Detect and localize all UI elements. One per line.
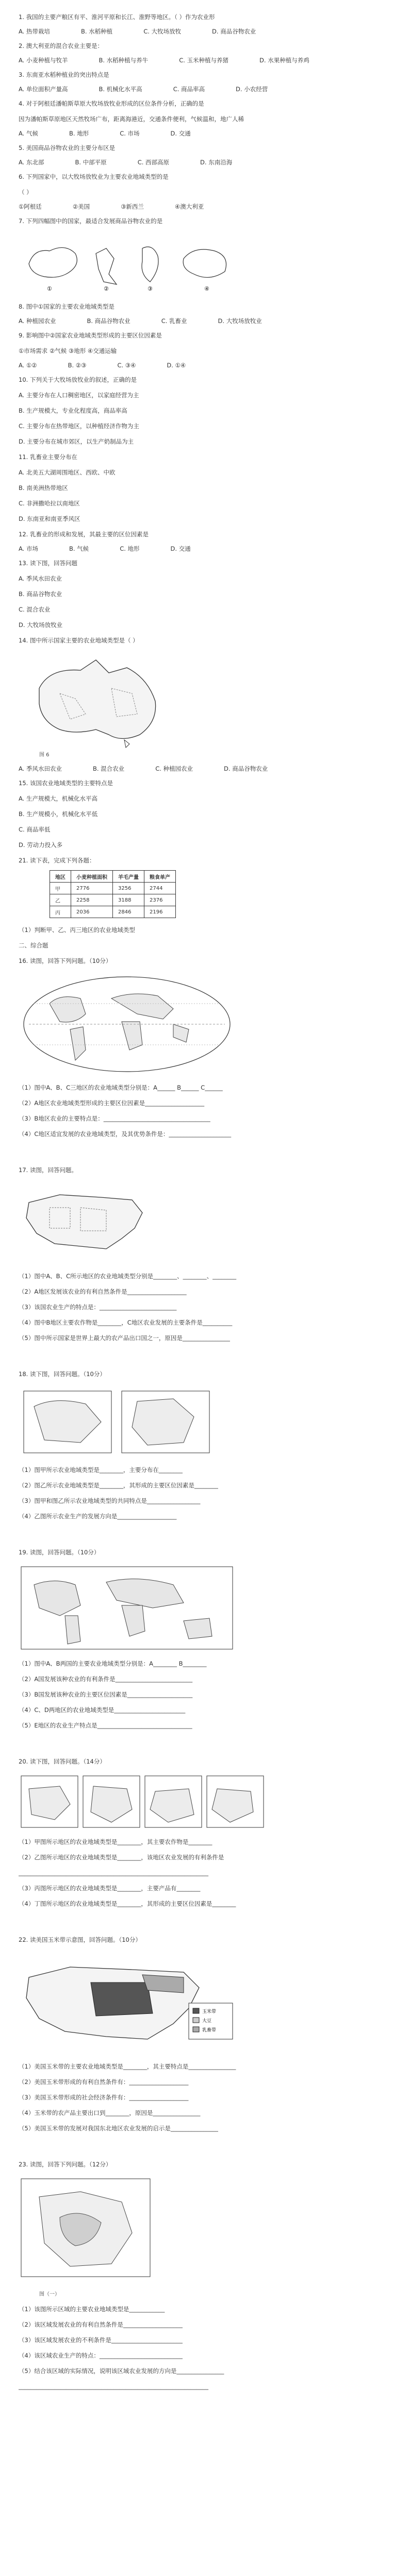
q19-line-3: （3）B国发展该种农业的主要区位因素是______________________ [19,1691,193,1698]
q10-option-b: B. 生产规模大，专业化程度高，商品率高 [19,407,127,414]
q6-line2: （ ） [19,189,32,196]
q13-option-c: C. 混合农业 [19,606,51,613]
q1-options [19,25,390,38]
q21-header-cell: 羊毛产量 [113,871,144,883]
q21-stem: 21. 读下表，完成下列各题： [19,857,95,864]
table-cell: 乙 [50,894,71,906]
q14-option-a: A. 季风水田农业 [19,765,62,772]
q12-option-a: A. 市场 [19,545,38,552]
table-cell: 3256 [113,883,144,894]
q23-line-4: （4）该区域农业生产的特点：____________________________ [19,2352,183,2359]
table-cell: 3188 [113,894,144,906]
q6-option-4: ④澳大利亚 [174,203,204,210]
q8-stem: 8. 图中①国家的主要农业地域类型是 [19,303,114,310]
q10-option-d: D. 主要分布在城市郊区，以生产奶制品为主 [19,438,134,445]
q1-option-b: B. 水稻种植 [80,28,113,35]
q9-stem: 9. 影响图中②国家农业地域类型形成的主要区位因素是 [19,332,162,339]
q1-option-c: C. 大牧场放牧 [143,28,182,35]
q12-stem: 12. 乳畜业的形成和发展，其最主要的区位因素是 [19,531,149,538]
q19-figure-world-map [19,1564,390,1652]
q4-option-d: D. 交通 [170,130,191,137]
q14-options [19,762,390,775]
q2-option-d: D. 水果种植与养鸡 [259,57,309,64]
q18-line-3: （3）图甲和图乙所示农业地域类型的共同特点是__________________ [19,1497,201,1504]
table-cell: 2376 [144,894,176,906]
q18-line-2: （2）图乙所示农业地域类型是________，其形成的主要区位因素是________ [19,1482,218,1489]
q17-line-2: （2）A地区发展该农业的有利自然条件是____________________ [19,1288,187,1295]
q5-option-a: A. 东北部 [19,159,44,166]
q23-stem: 23. 读图，回答下列问题。（12分） [19,2161,112,2168]
table-cell: 2258 [71,894,113,906]
q12-options [19,542,390,555]
q5-options [19,156,390,169]
q2-option-b: B. 水稻种植与养牛 [99,57,149,64]
q4-stem: 4. 对于阿根廷潘帕斯草原大牧场放牧业形成的区位条件分析，正确的是 [19,100,204,107]
q11-stem: 11. 乳畜业主要分布在 [19,453,77,461]
q23-line-6: ________________________________________________________________ [19,2383,208,2390]
q9-option-b: B. ②③ [68,362,87,369]
table-cell: 2196 [144,906,176,918]
q22-line-1: （1）美国玉米带的主要农业地域类型是________，其主要特点是________________ [19,2063,236,2070]
q1-option-d: D. 商品谷物农业 [212,28,256,35]
q21-table-header-row [50,871,176,883]
table-cell: 丙 [50,906,71,918]
q21-header-cell: 粮食单产 [144,871,176,883]
q16-line-3: （3）B地区农业的主要特点是：____________________________________ [19,1115,210,1122]
q5-option-c: C. 西部高原 [137,159,170,166]
q8-option-a: A. 种植园农业 [19,317,56,325]
q14-figure-caption: 图 6 [39,752,50,758]
q22-stem: 22. 读美国玉米带示意图，回答问题。（10分） [19,1936,141,1943]
q7-stem: 7. 下列四幅图中的国家，最适合发展商品谷物农业的是 [19,217,163,225]
q7-figure-four-countries [19,233,390,295]
q23-line-2: （2）该区域发展农业的有利自然条件是____________________ [19,2321,183,2328]
q5-option-d: D. 东南沿海 [200,159,233,166]
q3-option-c: C. 商品率高 [173,86,205,93]
q3-stem: 3. 东南亚水稻种植业的突出特点是 [19,71,109,78]
q18-stem: 18. 读下图，回答问题。（10分） [19,1370,106,1378]
table-cell: 2776 [71,883,113,894]
q16-line-1: （1）图中A、B、C三地区的农业地域类型分别是：A______ B______ C______ [19,1084,223,1091]
q15-option-b: B. 生产规模小，机械化水平低 [19,810,98,818]
q6-option-1: ①阿根廷 [19,203,42,210]
q9-option-d: D. ①④ [167,362,186,369]
q7-label-2: ② [104,285,109,292]
q4-options [19,127,390,140]
q2-stem: 2. 澳大利亚的混合农业主要是： [19,42,104,49]
q11-option-a: A. 北美五大湖周围地区、西欧、中欧 [19,469,116,476]
q22-legend-3: 乳畜带 [202,2028,217,2033]
q3-option-b: B. 机械化水平高 [99,86,142,93]
q16-figure-world-map [19,973,390,1076]
q18-figure-two-maps [19,1386,390,1458]
q15-option-d: D. 劳动力投入多 [19,841,63,849]
q19-line-2: （2）A国发展该种农业的有利条件是__________________________ [19,1675,193,1683]
q14-option-c: C. 种植园农业 [155,765,193,772]
q17-stem: 17. 读图，回答问题。 [19,1166,77,1174]
q19-line-1: （1）图中A、B两国的主要农业地域类型分别是：A________ B________ [19,1660,207,1667]
q17-line-1: （1）图中A、B、C所示地区的农业地域类型分别是________、________、________ [19,1273,237,1280]
q8-option-b: B. 商品谷物农业 [87,317,130,325]
table-cell: 甲 [50,883,71,894]
q12-option-b: B. 气候 [69,545,89,552]
table-cell: 2846 [113,906,144,918]
q12-option-d: D. 交通 [170,545,191,552]
q19-line-4: （4）C、D两地区的农业地域类型是________________________ [19,1706,186,1714]
q9-line2: ①市场需求 ②气候 ③地形 ④交通运输 [19,347,117,354]
q21-table [50,870,176,918]
q22-figure-corn-belt-map [19,1952,390,2055]
q22-legend-1: 玉米带 [202,2009,217,2014]
q20-line-3: ________________________________________________________________ [19,1869,208,1876]
q14-option-d: D. 商品谷物农业 [224,765,268,772]
q20-line-1: （1）甲图所示地区的农业地域类型是________，其主要农作物是________ [19,1838,212,1845]
q17-line-3: （3）该国农业生产的特点是：__________________________ [19,1303,177,1311]
q21-header-cell: 小麦种植面积 [71,871,113,883]
q22-line-4: （4）玉米带的农产品主要出口到________，原因是________________ [19,2109,201,2116]
q13-option-d: D. 大牧场放牧业 [19,621,63,629]
q2-option-c: C. 玉米种植与养猪 [179,57,229,64]
q20-figure-four-maps [19,1773,390,1830]
q10-stem: 10. 下列关于大牧场放牧业的叙述，正确的是 [19,376,137,383]
q16-stem: 16. 读图，回答下列问题。（10分） [19,957,112,964]
table-row [50,894,176,906]
q15-option-c: C. 商品率低 [19,826,51,833]
q4-option-a: A. 气候 [19,130,38,137]
q16-line-4: （4）C地区适宜发展的农业地域类型，及其优势条件是：_____________________ [19,1130,232,1138]
q20-stem: 20. 读下图，回答问题。（14分） [19,1758,106,1765]
q11-option-d: D. 东南亚和南亚季风区 [19,515,80,522]
q8-option-c: C. 乳畜业 [161,317,187,325]
q23-line-5: （5）结合该区域的实际情况，说明该区域农业发展的方向是________________ [19,2367,224,2375]
q23-figure-region-map [19,2176,390,2297]
q23-line-3: （3）该区域发展农业的不利条件是________________________ [19,2336,183,2344]
q7-label-1: ① [47,285,52,292]
q18-line-1: （1）图甲所示农业地域类型是________，主要分布在________ [19,1466,183,1473]
q1-stem: 1. 我国的主要产粮区有平、淮河平原和长江、淮野等地区。（ ）作为农业形 [19,13,215,21]
q11-option-c: C. 非洲撒哈拉以南地区 [19,500,80,507]
q2-options [19,54,390,67]
q11-option-b: B. 南美洲热带地区 [19,484,68,492]
q16-line-2: （2）A地区农业地域类型形成的主要区位因素是____________________ [19,1099,205,1107]
q20-line-5: （4）丁图所示地区的农业地域类型是________，其形成的主要区位因素是________ [19,1900,236,1907]
q12-option-c: C. 地形 [120,545,140,552]
q4-line2: 因为潘帕斯草原地区天然牧场广布，距离海港近，交通条件便利，气候温和，地广人稀 [19,115,244,123]
q17-figure-us-map [19,1182,390,1264]
q5-option-b: B. 中部平原 [75,159,107,166]
q23-line-1: （1）该图所示区域的主要农业地域类型是____________ [19,2306,165,2313]
table-cell: 2744 [144,883,176,894]
q18-line-4: （4）乙图所示农业生产的发展方向是____________________ [19,1513,177,1520]
q13-stem: 13. 读下图，回答问题 [19,560,77,567]
q5-stem: 5. 美国商品谷物农业的主要分布区是 [19,144,116,151]
q13-option-a: A. 季风水田农业 [19,575,62,582]
q10-option-c: C. 主要分布在热带地区，以种植经济作物为主 [19,422,139,430]
q2-option-a: A. 小麦种植与牧羊 [19,57,68,64]
q9-options [19,359,390,372]
q15-option-a: A. 生产规模大，机械化水平高 [19,795,97,802]
q19-stem: 19. 读图，回答问题。（10分） [19,1549,100,1556]
q22-line-5: （5）美国玉米带的发展对我国东北地区农业发展的启示是________________ [19,2125,218,2132]
q6-option-2: ②美国 [72,203,90,210]
table-row [50,883,176,894]
q15-stem: 15. 该国农业地域类型的主要特点是 [19,779,113,787]
q22-legend-2: 大豆 [202,2019,212,2024]
q4-option-c: C. 市场 [120,130,140,137]
q13-option-b: B. 商品谷物农业 [19,590,62,598]
q23-figure-caption: 图（一） [39,2292,60,2297]
q3-options [19,82,390,96]
q14-stem: 14. 图中所示国家主要的农业地域类型是（ ） [19,637,139,644]
table-cell: 2036 [71,906,113,918]
q22-line-3: （3）美国玉米带形成的社会经济条件有：____________________ [19,2094,189,2101]
q22-line-2: （2）美国玉米带形成的有利自然条件有：____________________ [19,2078,189,2086]
q9-option-c: C. ③④ [117,362,136,369]
table-row [50,906,176,918]
q8-option-d: D. 大牧场放牧业 [218,317,262,325]
q20-line-2: （2）乙图所示地区的农业地域类型是________，该地区农业发展的有利条件是 [19,1854,224,1861]
q21-sub: （1）判断甲、乙、丙三地区的农业地域类型 [19,926,135,934]
section2-title: 二、综合题 [19,942,48,949]
q14-figure-australia-map [19,652,390,758]
q20-line-4: （3）丙图所示地区的农业地域类型是________，主要产品有________ [19,1885,201,1892]
q8-options [19,314,390,328]
q17-line-4: （4）图中B地区主要农作物是________，C地区农业发展的主要条件是__________ [19,1319,233,1326]
q14-option-b: B. 混合农业 [92,765,125,772]
q7-label-4: ④ [204,285,209,292]
q6-options [19,200,390,213]
q19-line-5: （5）E地区的农业生产特点是________________________________ [19,1722,192,1729]
q7-label-3: ③ [148,285,153,292]
q4-option-b: B. 地形 [69,130,89,137]
q21-header-cell: 地区 [50,871,71,883]
q10-option-a: A. 主要分布在人口稠密地区，以家庭经营为主 [19,392,139,399]
q1-option-a: A. 热带栽培 [19,28,50,35]
q6-option-3: ③新西兰 [121,203,144,210]
q3-option-d: D. 小农经营 [236,86,268,93]
q6-stem: 6. 下列国家中，以大牧场放牧业为主要农业地域类型的是 [19,173,169,180]
q17-line-5: （5）图中所示国家是世界上最大的农产品出口国之一，原因是________________ [19,1334,230,1342]
q9-option-a: A. ①② [19,362,37,369]
q3-option-a: A. 单位面积产量高 [19,86,68,93]
